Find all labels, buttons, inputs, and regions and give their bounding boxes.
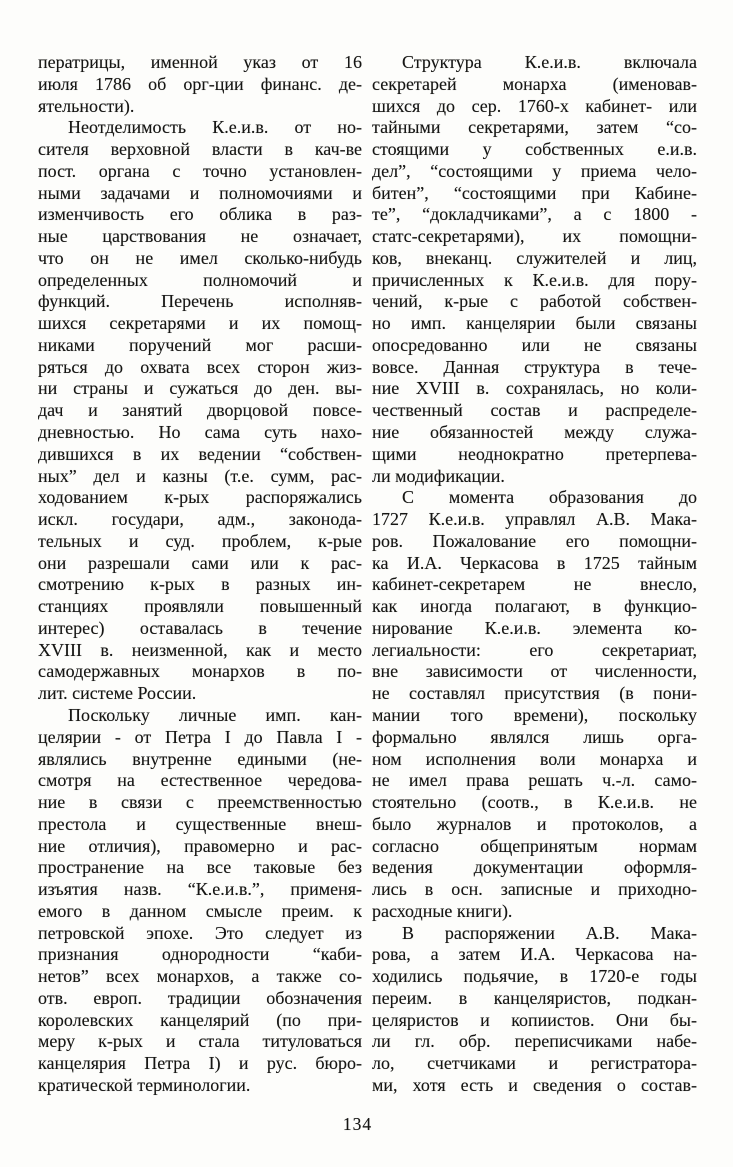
text-line: самодержавных монархов в по- [38,661,362,682]
text-line: целяристов и копиистов. Они бы- [372,1009,697,1030]
text-line: ряться до охвата всех сторон жиз- [38,356,362,377]
text-line: дел”, “состоящими у приема чело- [372,160,697,181]
text-line: те”, “докладчиками”, а с 1800 - [372,204,697,225]
text-line: секретарей монарха (именовав- [372,73,697,94]
text-line: кабинет-секретарем не внесло, [372,574,697,595]
text-line: С момента образования до [402,487,697,508]
text-line: являлись внутренне едиными (не- [38,748,362,769]
text-line: интерес) оставалась в течение [38,617,362,638]
text-line: ние в связи с преемственностью [38,792,362,813]
text-line: стоящими у собственных е.и.в. [372,139,697,160]
text-line: тайными секретарями, затем “со- [372,117,697,138]
text-line: Структура К.е.и.в. включала [402,52,697,72]
text-line: 1727 К.е.и.в. управлял А.В. Мака- [372,509,697,530]
text-line: ние отличия), правомерно и рас- [38,835,362,856]
text-line: опосредованно или не связаны [372,334,697,355]
text-line: ло, счетчиками и регистратора- [372,1053,697,1074]
text-line: Неотделимость К.е.и.в. от но- [68,117,362,138]
text-line: ные царствования не означает, [38,226,362,247]
text-line: формально являлся лишь орга- [372,726,697,747]
text-line: чественный состав и распределе- [372,400,697,421]
text-line: изъятия назв. “К.е.и.в.”, применя- [38,879,362,900]
text-line: дневностью. Но сама суть нахо- [38,422,362,443]
text-line: В распоряжении А.В. Мака- [402,922,697,943]
text-line: не составлял присутствия (в пони- [372,683,697,704]
text-line: июля 1786 об орг-ции финанс. де- [38,73,362,94]
text-line: лись в осн. записные и приходно- [372,879,697,900]
text-line: функций. Перечень исполняв- [38,291,362,312]
text-line: определенных полномочий и [38,269,362,290]
paragraph [38,52,362,117]
text-line: что он не имел сколько-нибудь [38,247,362,268]
text-line: не имел права решать ч.-л. само- [372,770,697,791]
text-line: вне зависимости от численности, [372,661,697,682]
text-line: ятельности). [38,95,135,116]
text-line: мании того времени), поскольку [372,704,697,725]
text-line: признания однородности “каби- [38,944,362,965]
text-line: расходные книги). [372,900,513,921]
text-line: ние XVIII в. сохранялась, но коли- [372,378,697,399]
text-line: дившихся в их ведении “собствен- [38,443,362,464]
text-line: они разрешали сами или к рас- [38,552,362,573]
page-number: 134 [342,1114,373,1134]
text-line: ными задачами и полномочиями и [38,182,362,203]
text-line: шихся секретарями и их помощ- [38,313,362,334]
text-line: станциях проявляли повышенный [38,596,362,617]
text-line: канцелярия Петра I) и рус. бюро- [38,1053,362,1074]
text-line: искл. государи, адм., законода- [38,509,362,530]
text-line: ведения документации оформля- [372,857,697,878]
text-line: статс-секретарями), их помощни- [372,226,697,247]
text-line: щими неоднократно претерпева- [372,443,697,464]
text-line: ном исполнения воли монарха и [372,748,697,769]
text-line: лит. системе России. [38,683,197,704]
text-line: пространение на все таковые без [38,857,362,878]
text-line: пост. органа с точно установлен- [38,160,362,181]
text-line: битен”, “состоящими при Кабине- [372,182,697,203]
text-line: ков, внеканц. служителей и лиц, [372,247,697,268]
paragraph [372,52,697,487]
text-line: нирование К.е.и.в. элемента ко- [372,617,697,638]
text-line: ных” дел и казны (т.е. сумм, рас- [38,465,362,486]
text-line: XVIII в. неизменной, как и место [38,639,362,660]
right-column [372,52,697,1097]
paragraph [38,117,362,705]
text-line: причисленных к К.е.и.в. для пору- [372,269,697,290]
text-line: как иногда полагают, в функцио- [372,596,697,617]
text-line: переим. в канцеляристов, подкан- [372,987,697,1008]
text-line: сителя верховной власти в кач-ве [38,139,362,160]
paragraph [38,705,362,1097]
text-line: рова, а затем И.А. Черкасова на- [372,944,697,965]
text-line: нетов” всех монархов, а также со- [38,966,362,987]
text-line: согласно общепринятым нормам [372,835,697,856]
paragraph [372,487,697,922]
text-line: ли модификации. [372,465,505,486]
text-line: легиальности: его секретариат, [372,639,697,660]
text-line: ператрицы, именной указ от 16 [38,52,362,72]
text-line: изменчивость его облика в раз- [38,204,362,225]
text-line: ходованием к-рых распоряжались [38,487,362,508]
text-line: ни страны и сужаться до ден. вы- [38,378,362,399]
left-column [38,52,362,1097]
text-line: но имп. канцелярии были связаны [372,313,697,334]
text-line: никами поручений мог расши- [38,334,362,355]
text-line: было журналов и протоколов, а [372,813,697,834]
text-line: кратической терминологии. [38,1074,251,1095]
text-line: петровской эпохе. Это следует из [38,922,362,943]
text-line: Поскольку личные имп. кан- [68,704,362,725]
text-line: тельных и суд. проблем, к-рые [38,530,362,551]
text-line: смотрению к-рых в разных ин- [38,574,362,595]
text-line: меру к-рых и стала титуловаться [38,1031,362,1052]
text-line: ли гл. обр. переписчиками набе- [372,1031,697,1052]
text-line: ка И.А. Черкасова в 1725 тайным [372,552,697,573]
text-line: дач и занятий дворцовой повсе- [38,400,362,421]
text-line: ходились подьячие, в 1720-е годы [372,966,697,987]
text-line: смотря на естественное чередова- [38,770,362,791]
text-line: шихся до сер. 1760-х кабинет- или [372,95,697,116]
text-line: престола и существенные внеш- [38,813,362,834]
text-line: стоятельно (соотв., в К.е.и.в. не [372,792,697,813]
text-line: чений, к-рые с работой собствен- [372,291,697,312]
text-line: отв. европ. традиции обозначения [38,987,362,1008]
paragraph [372,923,697,1097]
text-line: ми, хотя есть и сведения о состав- [372,1074,697,1095]
text-line: вовсе. Данная структура в тече- [372,356,697,377]
text-line: емого в данном смысле преим. к [38,900,362,921]
text-line: королевских канцелярий (по при- [38,1009,362,1030]
text-line: ние обязанностей между служа- [372,422,697,443]
text-line: ров. Пожалование его помощни- [372,530,697,551]
text-line: целярии - от Петра I до Павла I - [38,726,362,747]
